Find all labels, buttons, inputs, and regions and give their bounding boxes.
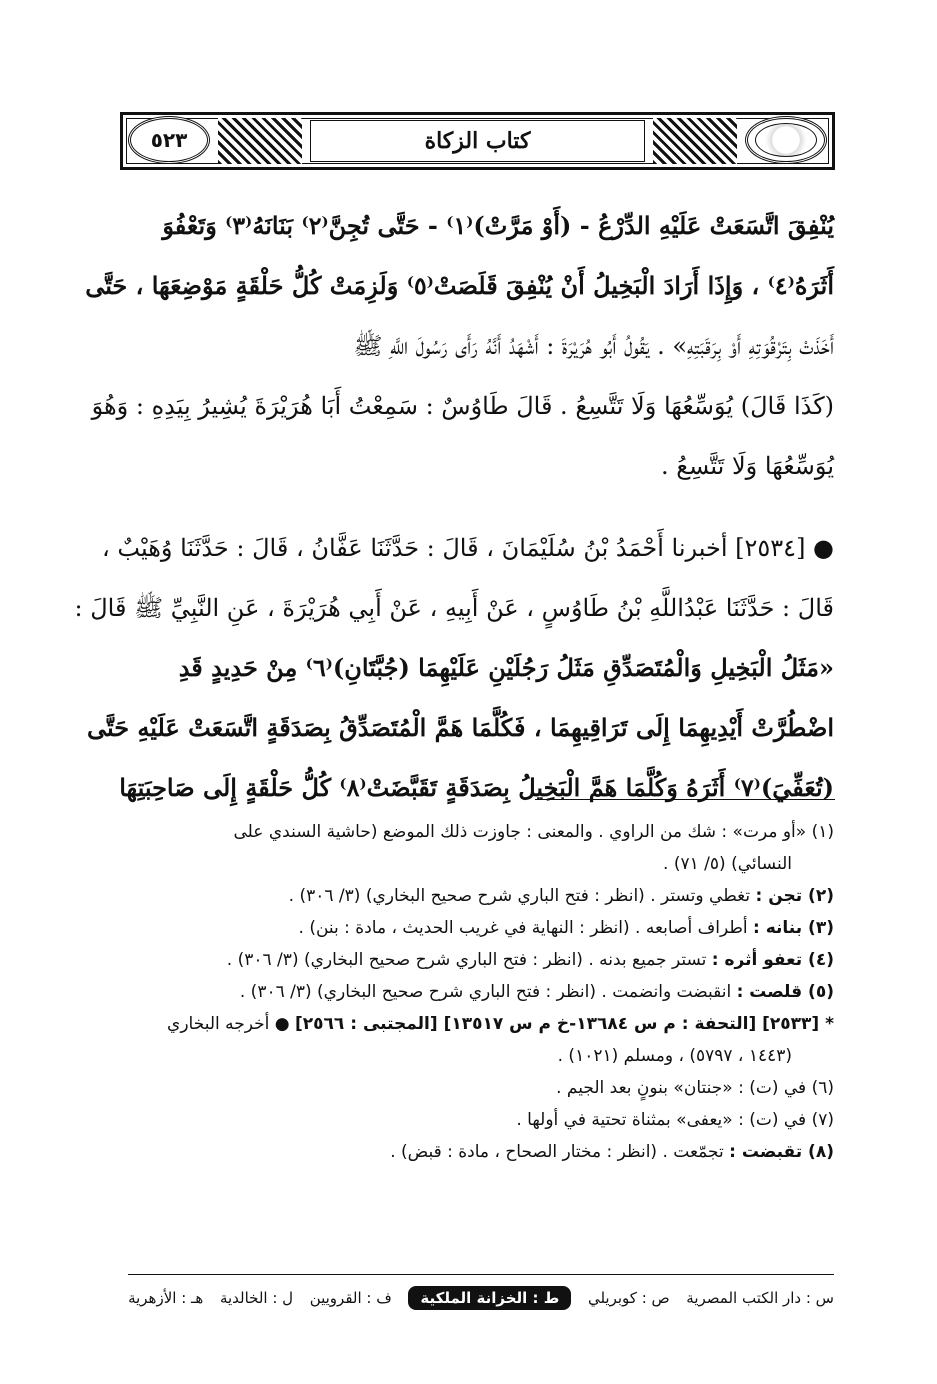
book-logo-medallion: [745, 116, 827, 164]
hadith-heading-line: ● [٢٥٣٤] أخبرنا أَحْمَدُ بْنُ سُلَيْمَانَ ، قَالَ : حَدَّثَنَا عَفَّانُ ، قَالَ : حَدَّثَنَا وُهَيْبٌ ،: [102, 534, 834, 562]
legend-divider: [128, 1274, 834, 1275]
takhrij-note: [128, 1008, 834, 1040]
text-line: اضْطُرَّتْ أَيْدِيهِمَا إِلَى تَرَاقِيهِمَا ، فَكُلَّمَا هَمَّ الْمُتَصَدِّقُ بِصَدَقَةٍ اتَّسَعَتْ عَلَيْهِ حَتَّى: [86, 713, 834, 742]
legend-item: ص : كوبريلي: [587, 1289, 670, 1307]
footnote: [128, 976, 834, 1008]
text-line: أَثَرَهُ⁽٤⁾ ، وَإِذَا أَرَادَ الْبَخِيلُ أَنْ يُنْفِقَ قَلَصَتْ⁽٥⁾ وَلَزِمَتْ كُلُّ حَلْقَةٍ مَوْضِعَهَا ، حَتَّى: [85, 271, 834, 300]
text-line: أَخَذَتْ بِتَرْقُوَتِهِ أَوْ بِرَقَبَتِهِ» . يَقُولُ أَبُو هُرَيْرَةَ : أَشْهَدُ أَنَّهُ رَأَى رَسُولَ اللَّهِ ﷺ: [353, 332, 834, 360]
text-line: (تُعَفِّيَ)⁽٧⁾ أَثَرَهُ وَكُلَّمَا هَمَّ الْبَخِيلُ بِصَدَقَةٍ تَقَبَّضَتْ⁽٨⁾ كُلُّ حَلْقَةٍ إِلَى صَاحِبَتِهَا: [119, 773, 834, 802]
footnote: (١) «أو مرت» : شك من الراوي . والمعنى : جاوزت ذلك الموضع (حاشية السندي على: [233, 822, 834, 842]
chapter-title: كتاب الزكاة: [310, 120, 645, 162]
text-line: قَالَ : حَدَّثَنَا عَبْدُاللَّهِ بْنُ طَاوُسٍ ، عَنْ أَبِيهِ ، عَنْ أَبِي هُرَيْرَةَ ، عَنِ النَّبِيِّ ﷺ قَالَ :: [74, 594, 834, 622]
footnote-text: تغطي وتستر . (انظر : فتح الباري شرح صحيح البخاري) (٣/ ٣٠٦) .: [288, 886, 751, 906]
footnote-term: (٨) تقبضت :: [729, 1142, 834, 1162]
footnotes: [128, 816, 834, 1168]
header-ornament-left: [218, 118, 302, 164]
footnote-term: (٤) تعفو أثره :: [711, 950, 834, 970]
paragraph-gap: [122, 496, 834, 518]
takhrij-continuation: (١٤٤٣ ، ٥٧٩٧) ، ومسلم (١٠٢١) .: [557, 1046, 792, 1066]
footnote-text: أطراف أصابعه . (انظر : النهاية في غريب الحديث ، مادة : بنن) .: [298, 918, 748, 938]
footnote-term: (٥) قلصت :: [736, 982, 834, 1002]
footnote-text: انقبضت وانضمت . (انظر : فتح الباري شرح صحيح البخاري) (٣/ ٣٠٦) .: [239, 982, 732, 1002]
footnote-divider: [535, 799, 835, 800]
footnote-term: (٣) بنانه :: [753, 918, 834, 938]
legend-item: ل : الخالدية: [219, 1289, 294, 1307]
legend-item: س : دار الكتب المصرية: [686, 1289, 834, 1307]
legend-item: هـ : الأزهرية: [128, 1289, 204, 1307]
footnote: [128, 912, 834, 944]
text-line: (كَذَا قَالَ) يُوَسِّعُهَا وَلَا تَتَّسِعُ . قَالَ طَاوُسٌ : سَمِعْتُ أَبَا هُرَيْرَةَ يُشِيرُ بِيَدِهِ : وَهُوَ: [91, 392, 834, 420]
footnote: [128, 880, 834, 912]
manuscript-legend: [128, 1282, 834, 1314]
footnote-term: (٢) تجن :: [755, 886, 834, 906]
footnote-text: تستر جميع بدنه . (انظر : فتح الباري شرح صحيح البخاري) (٣/ ٣٠٦) .: [226, 950, 707, 970]
takhrij-text: ● أخرجه البخاري: [167, 1014, 290, 1034]
page-header: [120, 112, 835, 170]
text-line: يُنْفِقَ اتَّسَعَتْ عَلَيْهِ الدِّرْعُ - (أَوْ مَرَّتْ)⁽١⁾ - حَتَّى تُجِنَّ⁽٢⁾ بَنَانَهُ⁽٣⁾ وَتَعْفُوَ: [162, 211, 834, 240]
footnote: (٧) في (ت) : «يعفى» بمثناة تحتية في أولها .: [516, 1110, 834, 1130]
footnote-text: تجمّعت . (انظر : مختار الصحاح ، مادة : قبض) .: [390, 1142, 724, 1162]
footnote: [128, 1136, 834, 1168]
footnote: (٦) في (ت) : «جنتان» بنونٍ بعد الجيم .: [556, 1078, 834, 1098]
book-logo-icon: [755, 123, 817, 157]
text-line: يُوَسِّعُهَا وَلَا تَتَّسِعُ .: [660, 452, 834, 480]
page-number: ٥٢٣: [150, 128, 188, 152]
footnote: [128, 944, 834, 976]
legend-item: ف : القرويين: [309, 1289, 392, 1307]
page-number-medallion: [128, 116, 210, 164]
header-ornament-right: [653, 118, 737, 164]
footnote-continuation: النسائي) (٥/ ٧١) .: [663, 854, 792, 874]
text-line: «مَثَلُ الْبَخِيلِ وَالْمُتَصَدِّقِ مَثَلُ رَجُلَيْنِ عَلَيْهِمَا (جُبَّتَانِ)⁽٦⁾ مِنْ حَدِيدٍ قَدِ: [178, 653, 834, 682]
legend-item-highlighted: ط : الخزانة الملكية: [408, 1286, 571, 1310]
takhrij-reference: * [٢٥٣٣] [التحفة : م س ١٣٦٨٤-خ م س ١٣٥١٧] [المجتبى : ٢٥٦٦]: [295, 1014, 834, 1034]
main-text: [74, 196, 834, 818]
